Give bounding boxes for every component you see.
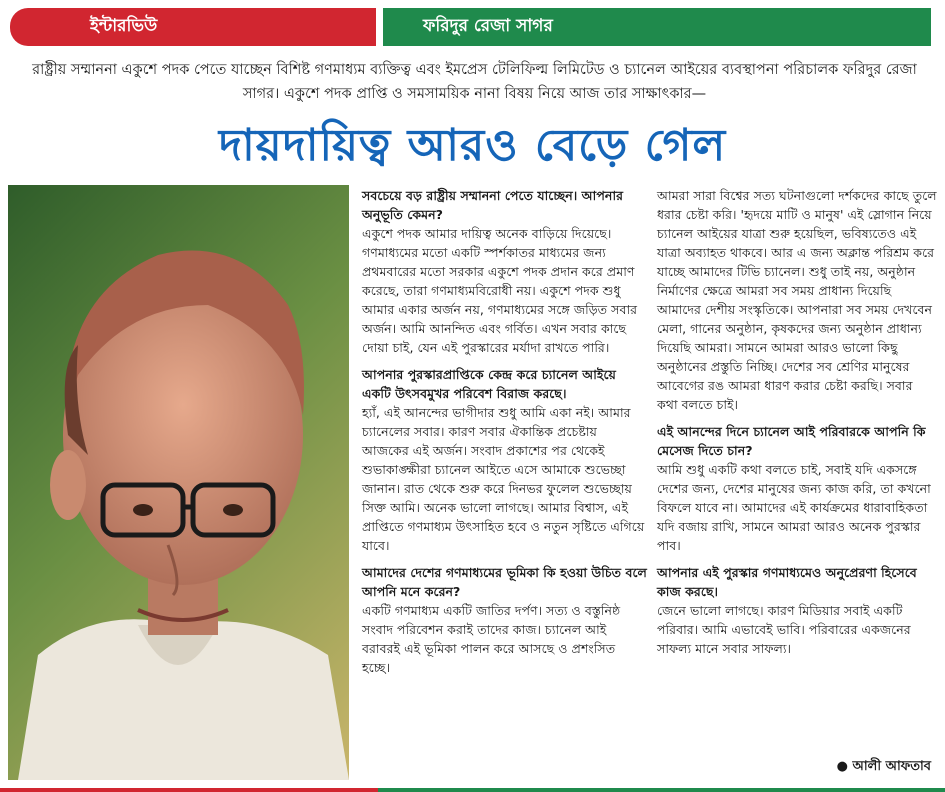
column-right [657, 186, 937, 666]
question-3: আমাদের দেশের গণমাধ্যমের ভূমিকা কি হওয়া উচিত বলে আপনি মনে করেন? [362, 565, 647, 599]
section-label: ইন্টারভিউ [90, 16, 158, 36]
answer-5: জেনে ভালো লাগছে। কারণ মিডিয়ার সবাই একটি পরিবার। আমি এভাবেই ভাবি। পরিবারের একজনের সাফল্য মানে সবার সাফল্য। [657, 603, 911, 656]
question-2: আপনার পুরস্কারপ্রাপ্তিকে কেন্দ্র করে চ্যানেল আইয়ে একটি উৎসবমুখর পরিবেশ বিরাজ করছে। [362, 367, 616, 401]
question-5: আপনার এই পুরস্কার গণমাধ্যমেও অনুপ্রেরণা হিসেবে কাজ করছে। [657, 565, 917, 599]
byline-author: আলী আফতাব [852, 759, 931, 774]
person-name: ফরিদুর রেজা সাগর [423, 16, 553, 36]
answer-2: হ্যাঁ, এই আনন্দের ভাগীদার শুধু আমি একা নই। আমার চ্যানেলের সবার। কারণ সবার ঐকান্তিক প্রচেষ্টায় আজকের এই অর্জন। সংবাদ প্রকাশের পর থেকেই শুভাকাঙ্ক্ষীরা চ্যানেল আইতে এসে আমাকে শুভেচ্ছা জানান। রাত থেকে শুরু করে দিনভর ফুলেল শুভেচ্ছায় সিক্ত আমি। অনেক ভালো লাগছে। আমার বিশ্বাস, এই প্রাপ্তিতে গণমাধ্যম উৎসাহিত হবে ও নতুন সৃষ্টিতে এগিয়ে যাবে। [362, 405, 645, 553]
person-name-bar [383, 8, 931, 46]
answer-3-continued: আমরা সারা বিশ্বের সত্য ঘটনাগুলো দর্শকদের কাছে তুলে ধরার চেষ্টা করি। 'হৃদয়ে মাটি ও মানুষ' এই স্লোগান নিয়ে চ্যানেল আইয়ের যাত্রা শুরু হয়েছিল, ভবিষ্যতেও এই যাত্রা অব্যাহত থাকবে। আর এ জন্য অক্লান্ত পরিশ্রম করে যাচ্ছে আমাদের টিভি চ্যানেল। শুধু তাই নয়, অনুষ্ঠান নির্মাণের ক্ষেত্রে আমরা সব সময় প্রাধান্য দিয়েছি আমাদের দেশীয় সংস্কৃতিকে। আপনারা সব সময় দেখবেন মেলা, গানের অনুষ্ঠান, কৃষকদের জন্য অনুষ্ঠান প্রাধান্য দিয়েছি আমরা। সামনে আমরা আরও ভালো কিছু অনুষ্ঠানের প্রস্তুতি নিচ্ছি। দেশের সব শ্রেণির মানুষের আবেগের রঙ আমরা ধারণ করার চেষ্টা করছি। সবার কথা বলতে চাই। [657, 188, 937, 412]
question-1: সবচেয়ে বড় রাষ্ট্রীয় সম্মাননা পেতে যাচ্ছেন। আপনার অনুভূতি কেমন? [362, 188, 624, 222]
portrait-illustration [8, 185, 349, 780]
answer-4: আমি শুধু একটি কথা বলতে চাই, সবাই যদি একসঙ্গে দেশের জন্য, দেশের মানুষের জন্য কাজ করি, তা কখনো বিফলে যাবে না। আমাদের এই কার্যক্রমের ধারাবাহিকতা যদি বজায় রাখি, সামনে আমরা আরও অনেক পুরস্কার পাব। [657, 462, 931, 553]
byline: ● আলী আফতাব [836, 759, 931, 774]
portrait-photo [8, 185, 349, 780]
footer-divider [0, 788, 945, 792]
column-middle [362, 186, 647, 685]
intro-paragraph: রাষ্ট্রীয় সম্মাননা একুশে পদক পেতে যাচ্ছেন বিশিষ্ট গণমাধ্যম ব্যক্তিত্ব এবং ইমপ্রেস টেলিফিল্ম লিমিটেড ও চ্যানেল আইয়ের ব্যবস্থাপনা পরিচালক ফরিদুর রেজা সাগর। একুশে পদক প্রাপ্তি ও সমসাময়িক নানা বিষয় নিয়ে আজ তার সাক্ষাৎকার— [32, 62, 917, 102]
question-4: এই আনন্দের দিনে চ্যানেল আই পরিবারকে আপনি কি মেসেজ দিতে চান? [657, 424, 926, 458]
headline: দায়দায়িত্ব আরও বেড়ে গেল [218, 120, 727, 171]
answer-1: একুশে পদক আমার দায়িত্ব অনেক বাড়িয়ে দিয়েছে। গণমাধ্যমের মতো একটি স্পর্শকাতর মাধ্যমের জন্য প্রথমবারের মতো সরকার একুশে পদক প্রদান করে প্রমাণ করেছে, তারা গণমাধ্যমবিরোধী নয়। একুশে পদক শুধু আমার একার অর্জন নয়, গণমাধ্যমের সঙ্গে জড়িত সবার অর্জন। আমি আনন্দিত এবং গর্বিত। এখন সবার কাছে দোয়া চাই, যেন এই পুরস্কারের মর্যাদা রাখতে পারি। [362, 226, 638, 355]
section-label-bar [10, 8, 376, 46]
answer-3: একটি গণমাধ্যম একটি জাতির দর্পণ। সত্য ও বস্তুনিষ্ঠ সংবাদ পরিবেশন করাই তাদের কাজ। চ্যানেল আই বরাবরই এই ভূমিকা পালন করে আসছে ও প্রশংসিত হচ্ছে। [362, 603, 621, 675]
